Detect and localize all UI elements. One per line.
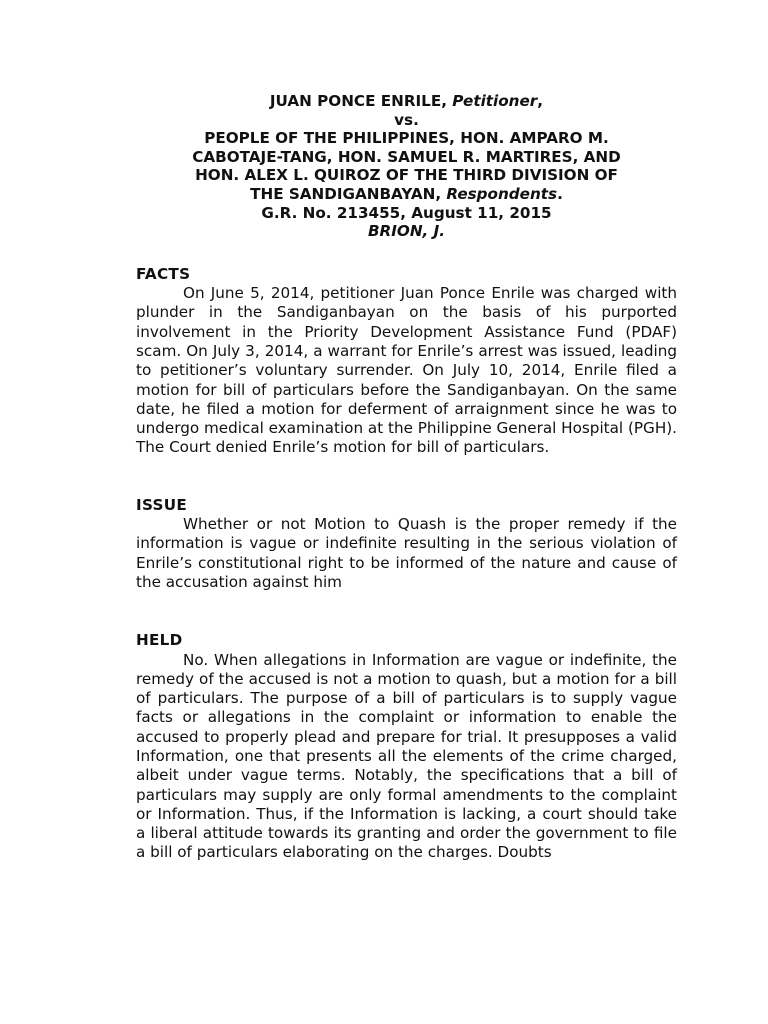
- petitioner-line: [136, 92, 677, 111]
- petitioner-comma: ,: [537, 92, 544, 110]
- petitioner-name: JUAN PONCE ENRILE,: [269, 92, 447, 110]
- facts-heading: FACTS: [136, 264, 191, 283]
- facts-section: [136, 265, 677, 458]
- held-heading: HELD: [136, 631, 183, 650]
- respondents-line-2: CABOTAJE-TANG, HON. SAMUEL R. MARTIRES, AND: [192, 147, 621, 166]
- petitioner-role: Petitioner: [452, 92, 538, 110]
- case-caption: [136, 92, 677, 241]
- held-paragraph: No. When allegations in Information are vague or indefinite, the remedy of the accused is not a motion to quash, but a motion for a bill of particulars. The purpose of a bill of particulars is to supply vague facts or allegations in the complaint or information to enable the accused to properly plead and prepare for trial. It presupposes a valid Information, one that presents all the elements of the crime charged, albeit under vague terms. Notably, the specifications that a bill of particulars may supply are only formal amendments to the complaint or Information. Thus, if the Information is lacking, a court should take a liberal attitude towards its granting and order the government to file a bill of particulars elaborating on the charges. Doubts: [136, 650, 677, 862]
- respondents-line-3: HON. ALEX L. QUIROZ OF THE THIRD DIVISION OF: [195, 166, 618, 185]
- held-section: [136, 631, 677, 863]
- respondents-line-4: [136, 185, 677, 204]
- issue-heading: ISSUE: [136, 495, 188, 514]
- facts-paragraph: On June 5, 2014, petitioner Juan Ponce Enrile was charged with plunder in the Sandiganbayan on the basis of his purported involvement in the Priority Development Assistance Fund (PDAF) scam. On July 3, 2014, a warrant for Enrile’s arrest was issued, leading to petitioner’s voluntary surrender. On July 10, 2014, Enrile filed a motion for bill of particulars before the Sandiganbayan. On the same date, he filed a motion for deferment of arraignment since he was to undergo medical examination at the Philippine General Hospital (PGH). The Court denied Enrile’s motion for bill of particulars.: [136, 284, 677, 457]
- case-number: G.R. No. 213455, August 11, 2015: [261, 203, 552, 222]
- versus-line: vs.: [394, 110, 419, 129]
- respondents-court: THE SANDIGANBAYAN,: [250, 184, 442, 203]
- respondents-period: .: [557, 184, 563, 203]
- issue-paragraph: Whether or not Motion to Quash is the proper remedy if the information is vague or indefinite resulting in the serious violation of Enrile’s constitutional right to be informed of the nature and cause of the accusation against him: [136, 515, 677, 591]
- respondents-role: Respondents: [446, 184, 558, 203]
- document-page: [136, 92, 677, 863]
- ponente: [136, 222, 677, 241]
- respondents-line-1: PEOPLE OF THE PHILIPPINES, HON. AMPARO M.: [204, 129, 609, 148]
- ponente-name: BRION, J.: [367, 222, 446, 241]
- issue-section: [136, 496, 677, 592]
